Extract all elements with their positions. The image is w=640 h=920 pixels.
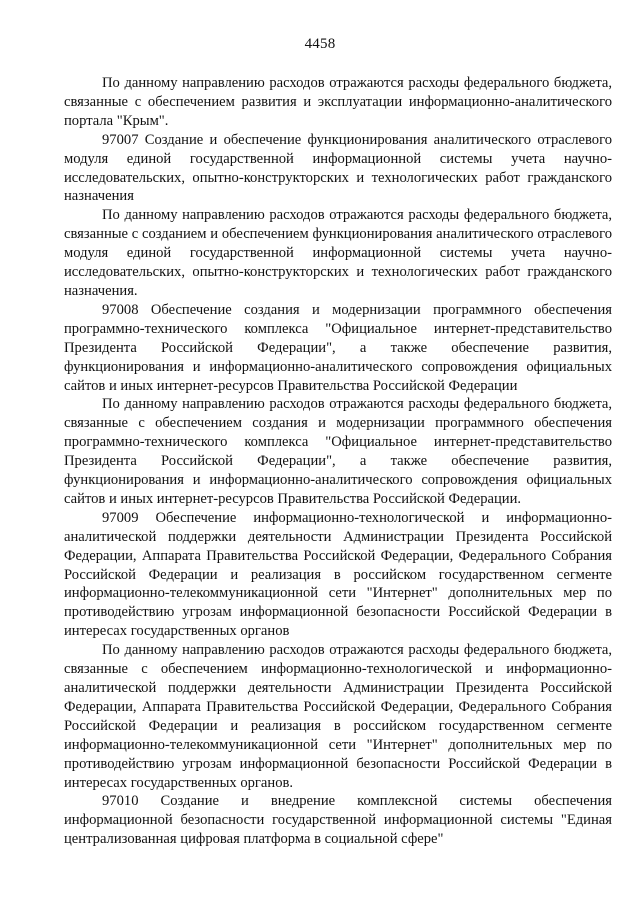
page-number: 4458 <box>304 36 336 52</box>
paragraph-97010-heading: 97010 Создание и внедрение комплексной системы обеспечения информационной безопасности государственной информационной системы "Единая централизованная цифровая платформа в социальной сфере" <box>64 793 612 848</box>
paragraph-97008-heading: 97008 Обеспечение создания и модернизации программного обеспечения программно-технического комплекса "Официальное интернет-представительство Президента Российской Федерации", а также обеспечение развития, функционирования и информационно-аналитического сопровождения официальных сайтов и иных интернет-ресурсов Правительства Российской Федерации <box>64 301 612 394</box>
paragraph-97009-description: По данному направлению расходов отражаются расходы федерального бюджета, связанные с обеспечением информационно-технологической и информационно-аналитической поддержки деятельности Администрации Президента Российской Федерации, Аппарата Правительства Российской Федерации, Федерального Собрания Российской Федерации и реализация в российском государственном сегменте информационно-телекоммуникационной сети "Интернет" дополнительных мер по противодействию угрозам информационной безопасности Российской Федерации в интересах государственных органов. <box>64 642 612 791</box>
paragraph-97008-description: По данному направлению расходов отражаются расходы федерального бюджета, связанные с обеспечением создания и модернизации программного обеспечения программно-технического комплекса "Официальное интернет-представительство Президента Российской Федерации", а также обеспечение развития, функционирования и информационно-аналитического сопровождения официальных сайтов и иных интернет-ресурсов Правительства Российской Федерации. <box>64 396 612 507</box>
paragraph-97007-heading: 97007 Создание и обеспечение функционирования аналитического отраслевого модуля единой государственной информационной системы учета научно-исследовательских, опытно-конструкторских и технологических работ гражданского назначения <box>64 131 612 205</box>
paragraph-97009-heading: 97009 Обеспечение информационно-технологической и информационно-аналитической поддержки деятельности Администрации Президента Российской Федерации, Аппарата Правительства Российской Федерации, Федерального Собрания Российской Федерации и реализация в российском государственном сегменте информационно-телекоммуникационной сети "Интернет" дополнительных мер по противодействию угрозам информационной безопасности Российской Федерации в интересах государственных органов <box>64 509 612 640</box>
paragraph-portal-krym-description: По данному направлению расходов отражаются расходы федерального бюджета, связанные с обеспечением развития и эксплуатации информационно-аналитического портала "Крым". <box>64 75 612 129</box>
document-body <box>64 74 612 849</box>
paragraph-97007-description: По данному направлению расходов отражаются расходы федерального бюджета, связанные с созданием и обеспечением функционирования аналитического отраслевого модуля единой государственной информационной системы учета научно-исследовательских, опытно-конструкторских и технологических работ гражданского назначения. <box>64 207 612 299</box>
